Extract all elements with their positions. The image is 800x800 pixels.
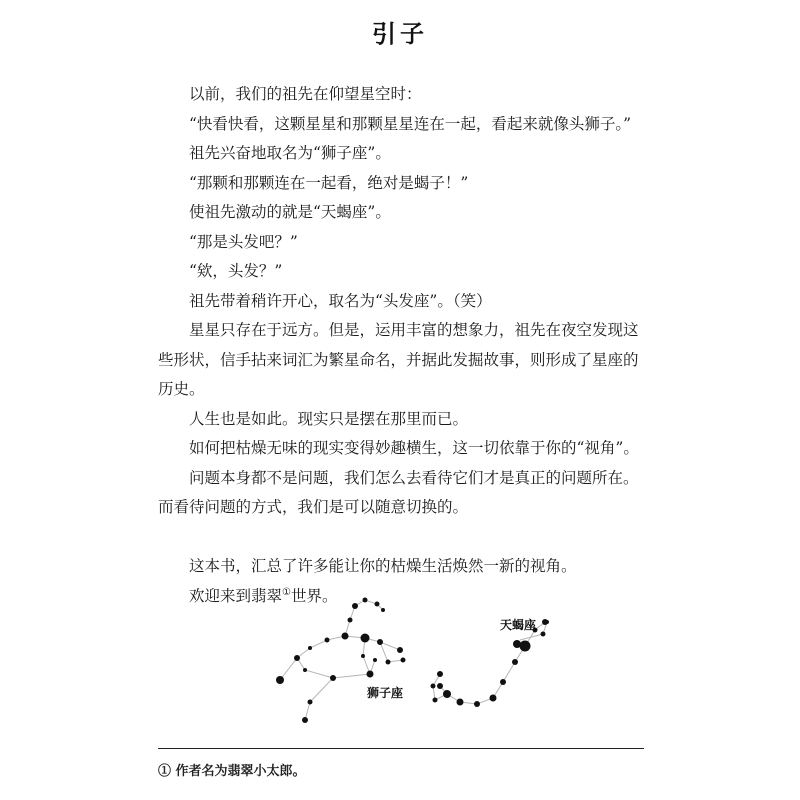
leo-line (297, 658, 375, 678)
paragraph: 祖先兴奋地取名为“狮子座”。 (189, 144, 391, 162)
footnote-divider (158, 748, 644, 749)
paragraph: 以前，我们的祖先在仰望星空时： (189, 85, 422, 103)
scorpio-label: 天蝎座 (500, 618, 537, 632)
paragraph: 祖先带着稍许开心，取名为“头发座”。（笑） (189, 291, 492, 310)
body-text (158, 80, 644, 611)
closing-line: 这本书，汇总了许多能让你的枯燥生活焕然一新的视角。 (189, 557, 577, 575)
page-title: 引子 (372, 20, 428, 48)
scorpio-line (440, 622, 545, 704)
footnote-marker[interactable]: ① (282, 586, 291, 598)
paragraph: 问题本身都不是问题，我们怎么去看待它们才是真正的问题所在。而看待问题的方式，我们是可以随意切换的。 (158, 468, 639, 516)
leo-label: 狮子座 (367, 686, 404, 700)
paragraph: “快看快看，这颗星星和那颗星星连在一起，看起来就像头狮子。” (189, 114, 632, 133)
footnote: ① 作者名为翡翠小太郎。 (158, 764, 306, 779)
paragraph: “那是头发吧？” (189, 232, 298, 251)
closing-text-end: 世界。 (290, 586, 338, 605)
paragraph-gap (158, 523, 644, 553)
paragraph: “那颗和那颗连在一起看，绝对是蝎子！” (189, 173, 469, 192)
paragraph: 星星只存在于远方。但是，运用丰富的想象力，祖先在夜空发现这些形状，信手拈来词汇为繁星命名，并据此发掘故事，则形成了星座的历史。 (158, 321, 639, 398)
paragraph: “欸，头发？” (189, 262, 283, 280)
paragraph: 如何把枯燥无味的现实变得妙趣横生，这一切依靠于你的“视角”。 (189, 439, 639, 457)
closing-text: 欢迎来到翡翠 (189, 586, 283, 605)
paragraph: 使祖先激动的就是“天蝎座”。 (189, 203, 391, 221)
constellation-illustration (255, 590, 575, 725)
paragraph: 人生也是如此。现实只是摆在那里而已。 (189, 409, 469, 428)
leo-line (305, 678, 333, 720)
constellation-figure (255, 590, 575, 725)
